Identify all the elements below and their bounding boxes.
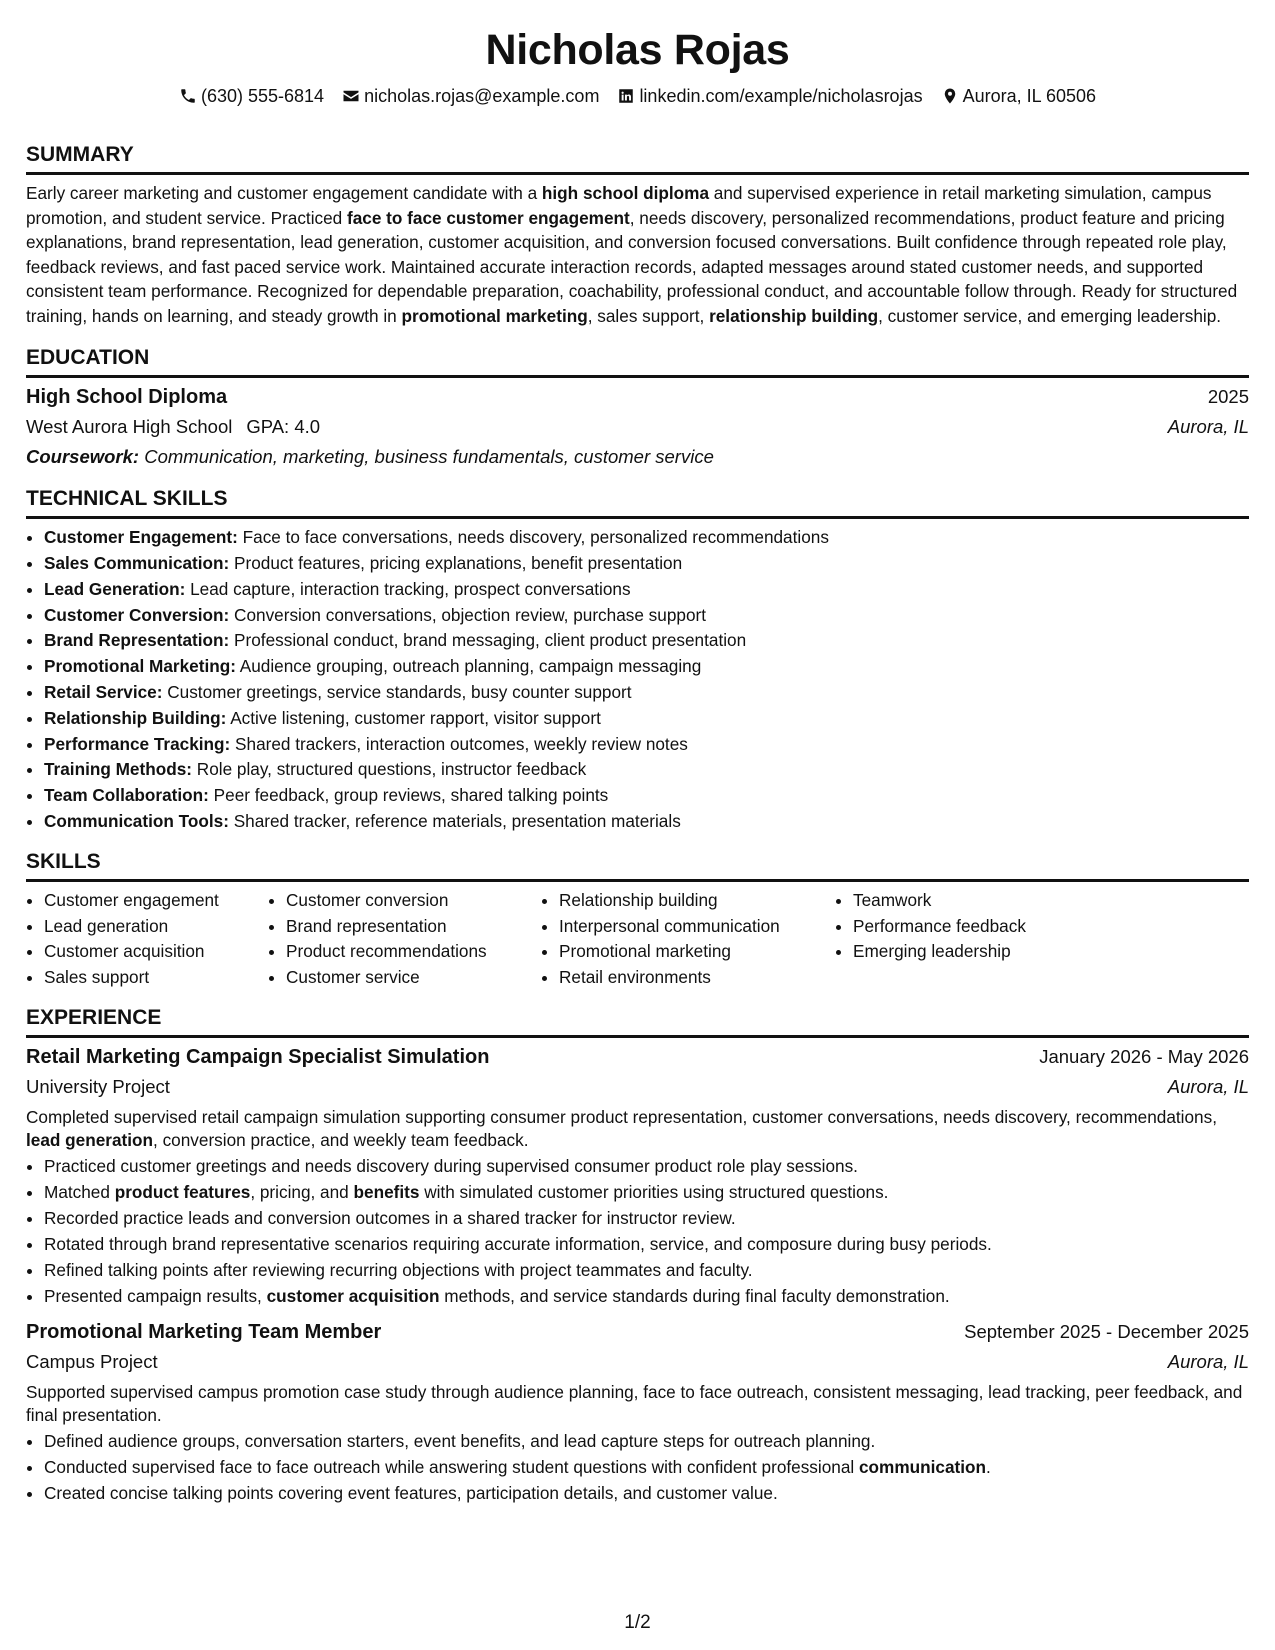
skill-label: Lead Generation: <box>44 578 186 599</box>
list-item <box>44 732 1249 758</box>
list-item <box>44 1205 1249 1231</box>
candidate-name: Nicholas Rojas <box>485 26 790 74</box>
summary-seg: , sales support, <box>587 305 710 326</box>
job-org: University Project <box>26 1075 170 1097</box>
list-item: • Lead generation <box>44 914 268 940</box>
contact-bar <box>26 84 1249 108</box>
bullet-seg: Practiced customer greetings and needs discovery during supervised consumer product role play sessions. <box>44 1155 858 1176</box>
experience-section <box>26 1005 1249 1506</box>
list-item <box>44 577 1249 603</box>
coursework-text: Communication, marketing, business fundamentals, customer service <box>139 446 714 468</box>
skill-label: Retail Service: <box>44 681 163 702</box>
contact-email[interactable] <box>342 84 599 108</box>
list-item <box>44 1480 1249 1506</box>
section-title-summary: SUMMARY <box>26 142 1249 175</box>
list-item <box>44 680 1249 706</box>
bullet-seg: with simulated customer priorities using structured questions. <box>419 1181 889 1202</box>
job-entry <box>26 1042 1249 1309</box>
summary-seg: , customer service, and emerging leadership. <box>878 305 1222 326</box>
list-item: • Customer service <box>286 965 541 991</box>
bullet-seg: methods, and service standards during final faculty demonstration. <box>439 1285 950 1306</box>
skills-grid <box>26 888 1249 991</box>
summary-bold: face to face customer engagement <box>347 207 630 228</box>
list-item <box>44 628 1249 654</box>
contact-location <box>941 84 1096 108</box>
skill-text: Shared tracker, reference materials, presentation materials <box>228 810 681 831</box>
summary-text <box>26 181 1249 328</box>
skills-section <box>26 849 1249 991</box>
coursework <box>26 442 1249 472</box>
list-item: • Performance feedback <box>853 914 1073 940</box>
summary-bold: relationship building <box>709 305 879 326</box>
bullet-seg: Presented campaign results, <box>44 1285 267 1306</box>
section-title-experience: EXPERIENCE <box>26 1005 1249 1038</box>
bullet-seg: Conducted supervised face to face outreach while answering student questions with confident professional <box>44 1456 859 1477</box>
job-bullets <box>26 1428 1249 1506</box>
bullet-seg: Defined audience groups, conversation starters, event benefits, and lead capture steps for outreach planning. <box>44 1430 876 1451</box>
list-item: • Customer conversion <box>286 888 541 914</box>
list-item: • Promotional marketing <box>559 939 835 965</box>
skill-text: Peer feedback, group reviews, shared talking points <box>208 785 609 806</box>
list-item <box>44 1231 1249 1257</box>
linkedin-icon <box>617 87 635 105</box>
skill-label: Sales Communication: <box>44 552 230 573</box>
job-dates: January 2026 - May 2026 <box>1039 1045 1249 1067</box>
skills-column <box>268 888 541 991</box>
summary-section <box>26 142 1249 328</box>
skills-column <box>835 888 1073 991</box>
gpa: GPA: 4.0 <box>246 416 321 438</box>
linkedin-text: linkedin.com/example/nicholasrojas <box>639 86 923 106</box>
skill-label: Brand Representation: <box>44 630 230 651</box>
skill-text: Active listening, customer rapport, visitor support <box>226 707 601 728</box>
bullet-seg: Matched <box>44 1181 115 1202</box>
job-dates: September 2025 - December 2025 <box>964 1320 1249 1342</box>
map-pin-icon <box>941 87 959 105</box>
job-location: Aurora, IL <box>1167 1075 1249 1097</box>
education-section <box>26 345 1249 472</box>
skill-label: Performance Tracking: <box>44 733 231 754</box>
school-name-line <box>26 412 320 442</box>
bullet-seg: . <box>986 1456 991 1477</box>
skills-column <box>541 888 835 991</box>
list-item <box>44 1283 1249 1309</box>
summary-seg: Early career marketing and customer engagement candidate with a <box>26 183 542 203</box>
page-number: 1/2 <box>624 1612 651 1633</box>
degree-title: High School Diploma <box>26 386 228 409</box>
bullet-bold: product features <box>114 1181 251 1202</box>
skill-label: Customer Conversion: <box>44 604 230 625</box>
bullet-bold: customer acquisition <box>266 1285 440 1306</box>
job-description <box>26 1381 1249 1428</box>
skill-text: Shared trackers, interaction outcomes, weekly review notes <box>230 733 688 754</box>
list-item <box>44 525 1249 551</box>
job-entry <box>26 1317 1249 1506</box>
job-title: Retail Marketing Campaign Specialist Simulation <box>26 1045 490 1068</box>
bullet-seg: Rotated through brand representative scenarios requiring accurate information, service, and composure during busy periods. <box>44 1233 992 1254</box>
list-item <box>44 654 1249 680</box>
skill-label: Relationship Building: <box>44 707 227 728</box>
technical-skills-list <box>26 525 1249 835</box>
list-item: • Product recommendations <box>286 939 541 965</box>
summary-bold: promotional marketing <box>401 305 588 326</box>
skills-column <box>26 888 268 991</box>
list-item <box>44 757 1249 783</box>
job-description <box>26 1106 1249 1153</box>
section-title-technical-skills: TECHNICAL SKILLS <box>26 486 1249 519</box>
technical-skills-section <box>26 486 1249 835</box>
list-item <box>44 1428 1249 1454</box>
list-item <box>44 809 1249 835</box>
location-text: Aurora, IL 60506 <box>962 86 1097 106</box>
skill-text: Lead capture, interaction tracking, prospect conversations <box>185 578 631 599</box>
coursework-label: Coursework: <box>26 446 140 468</box>
skill-label: Communication Tools: <box>44 810 229 831</box>
summary-seg: and supervised experience in retail marketing simulation, campus promotion, and student service. Practiced <box>26 183 1212 228</box>
bullet-seg: Created concise talking points covering event features, participation details, and customer value. <box>44 1482 778 1503</box>
section-title-education: EDUCATION <box>26 345 1249 378</box>
school-location: Aurora, IL <box>1167 416 1249 438</box>
list-item: • Customer acquisition <box>44 939 268 965</box>
list-item <box>44 1454 1249 1480</box>
bullet-seg: , pricing, and <box>250 1181 354 1202</box>
job-bullets <box>26 1153 1249 1309</box>
skill-label: Customer Engagement: <box>44 527 238 548</box>
job-location: Aurora, IL <box>1167 1350 1249 1372</box>
bullet-bold: communication <box>859 1456 987 1477</box>
envelope-icon <box>342 87 360 105</box>
skill-text: Role play, structured questions, instructor feedback <box>192 759 587 780</box>
list-item: • Relationship building <box>559 888 835 914</box>
list-item: • Retail environments <box>559 965 835 991</box>
list-item <box>44 1179 1249 1205</box>
list-item: • Customer engagement <box>44 888 268 914</box>
skill-label: Team Collaboration: <box>44 785 209 806</box>
skill-label: Promotional Marketing: <box>44 656 236 677</box>
section-title-skills: SKILLS <box>26 849 1249 882</box>
job-title: Promotional Marketing Team Member <box>26 1320 382 1343</box>
summary-bold: high school diploma <box>541 183 710 203</box>
list-item: • Sales support <box>44 965 268 991</box>
graduation-year: 2025 <box>1207 386 1249 408</box>
phone-icon <box>179 87 197 105</box>
desc-seg: Supported supervised campus promotion case study through audience planning, face to face outreach, consistent messaging, lead tracking, peer feedback, and final presentation. <box>26 1381 1243 1426</box>
skill-text: Audience grouping, outreach planning, campaign messaging <box>235 656 702 677</box>
phone-text: (630) 555-6814 <box>200 86 325 106</box>
email-text: nicholas.rojas@example.com <box>364 86 600 106</box>
summary-seg: , needs discovery, personalized recommendations, product feature and pricing explanations, brand representation, lead generation, customer acquisition, and conversion focused conversations. Built confidence through repeated role play, feedback reviews, and fast paced service work. Maintained accurate interaction records, adapted messages around stated customer needs, and supported consistent team performance. Recognized for dependable preparation, coachability, professional conduct, and accountable follow through. Ready for structured training, hands on learning, and steady growth in <box>26 207 1238 326</box>
list-item <box>44 1153 1249 1179</box>
skill-text: Product features, pricing explanations, benefit presentation <box>229 552 683 573</box>
skill-text: Professional conduct, brand messaging, client product presentation <box>229 630 747 651</box>
skill-text: Face to face conversations, needs discovery, personalized recommendations <box>237 527 829 548</box>
bullet-seg: Recorded practice leads and conversion outcomes in a shared tracker for instructor review. <box>44 1207 736 1228</box>
list-item: • Brand representation <box>286 914 541 940</box>
skill-text: Conversion conversations, objection review, purchase support <box>229 604 707 625</box>
list-item <box>44 783 1249 809</box>
school-name: West Aurora High School <box>26 416 233 438</box>
bullet-bold: benefits <box>353 1181 420 1202</box>
desc-seg: Completed supervised retail campaign simulation supporting consumer product representation, customer conversations, needs discovery, recommendations, <box>26 1106 1217 1127</box>
skill-text: Customer greetings, service standards, busy counter support <box>162 681 632 702</box>
list-item <box>44 706 1249 732</box>
list-item <box>44 603 1249 629</box>
desc-bold: lead generation <box>26 1130 154 1151</box>
job-org: Campus Project <box>26 1350 158 1372</box>
bullet-seg: Refined talking points after reviewing recurring objections with project teammates and faculty. <box>44 1259 753 1280</box>
skill-label: Training Methods: <box>44 759 192 780</box>
contact-phone[interactable] <box>179 84 324 108</box>
contact-linkedin[interactable] <box>617 84 922 108</box>
list-item <box>44 1257 1249 1283</box>
list-item: • Teamwork <box>853 888 1073 914</box>
list-item: • Interpersonal communication <box>559 914 835 940</box>
desc-seg: , conversion practice, and weekly team feedback. <box>153 1130 529 1151</box>
list-item: • Emerging leadership <box>853 939 1073 965</box>
list-item <box>44 551 1249 577</box>
